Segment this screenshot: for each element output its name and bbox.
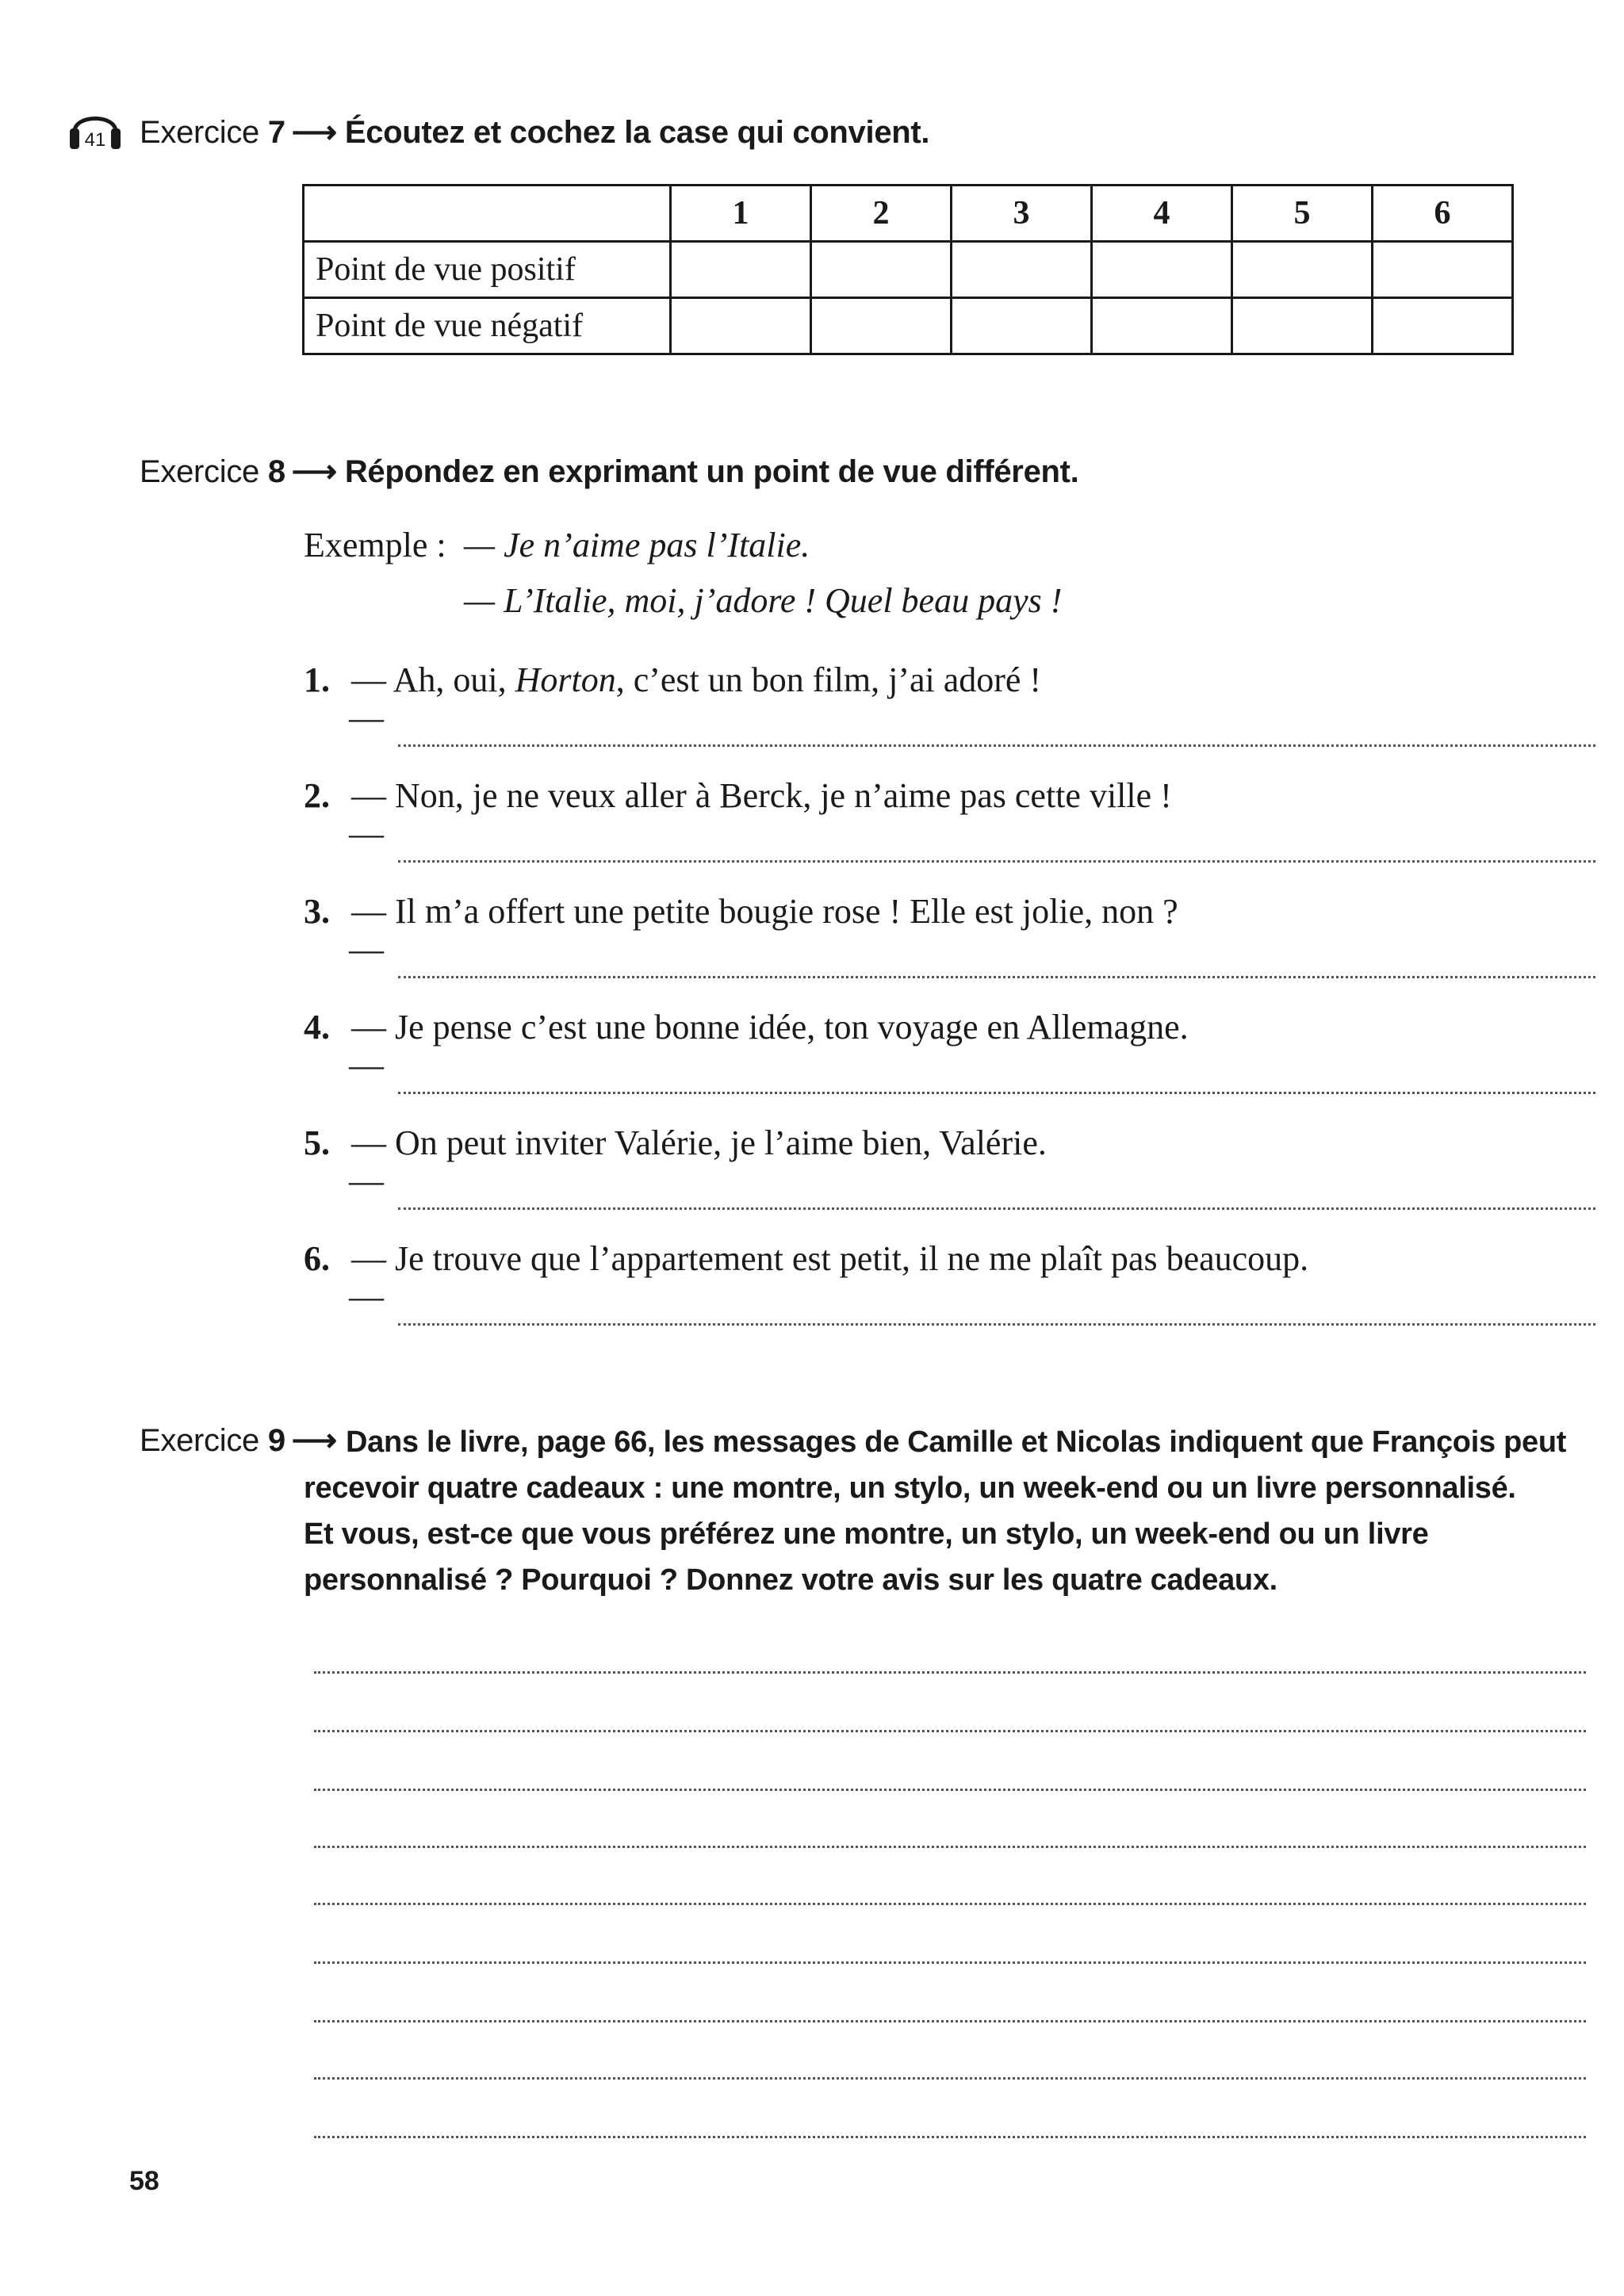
checkbox-cell[interactable] [671, 298, 811, 354]
checkbox-cell[interactable] [1373, 242, 1513, 298]
grid-column-header: 6 [1373, 186, 1513, 242]
item-text: — On peut inviter Valérie, je l’aime bien, Valérie. [351, 1123, 1047, 1162]
answer-dash: — [349, 930, 384, 969]
answer-field[interactable] [349, 698, 1595, 747]
item-text: — Ah, oui, [351, 660, 515, 699]
page-number: 58 [129, 2166, 159, 2196]
dotted-line [398, 1207, 1595, 1210]
writing-line[interactable] [314, 2019, 1586, 2022]
arrow-icon: ⟶ [291, 454, 337, 489]
answer-dash: — [349, 1161, 384, 1200]
answer-field[interactable] [349, 814, 1595, 863]
dotted-line [398, 744, 1595, 747]
answer-dash: — [349, 698, 384, 737]
answer-dash: — [349, 814, 384, 853]
item-text: — Il m’a offert une petite bougie rose ! Elle est jolie, non ? [351, 892, 1178, 931]
audio-track-number: 41 [84, 129, 106, 151]
grid-column-header: 3 [952, 186, 1092, 242]
exercise-number: 7 [267, 115, 285, 150]
checkbox-cell[interactable] [811, 242, 952, 298]
grid-corner-cell [304, 186, 671, 242]
exercise-number: 9 [267, 1423, 285, 1458]
question-item [304, 891, 1178, 932]
exercise-8-heading [140, 453, 1079, 490]
writing-line[interactable] [314, 1787, 1586, 1791]
dotted-line [398, 976, 1595, 978]
audio-track-icon [68, 105, 122, 154]
grid-row-positive [304, 242, 1513, 298]
item-text: , c’est un bon film, j’ai adoré ! [615, 660, 1042, 699]
grid-row-label: Point de vue positif [304, 242, 671, 298]
writing-line[interactable] [314, 2076, 1586, 2080]
answer-grid [302, 184, 1514, 355]
question-item [304, 1123, 1047, 1163]
exercise-instruction: Répondez en exprimant un point de vue différent. [344, 454, 1079, 489]
question-item [304, 1007, 1189, 1047]
question-item [304, 775, 1172, 816]
writing-line[interactable] [314, 1728, 1586, 1732]
answer-field[interactable] [349, 1161, 1595, 1210]
exercise-instruction-line: Et vous, est-ce que vous préférez une montre, un stylo, un week-end ou un livre [304, 1517, 1429, 1551]
checkbox-cell[interactable] [811, 298, 952, 354]
writing-line[interactable] [314, 1844, 1586, 1848]
item-text-italic: Horton [515, 660, 616, 699]
item-number: 6. [304, 1239, 330, 1278]
example-label: Exemple : [304, 526, 446, 564]
item-text: — Non, je ne veux aller à Berck, je n’aime pas cette ville ! [351, 776, 1172, 815]
checkbox-cell[interactable] [952, 242, 1092, 298]
checkbox-cell[interactable] [1092, 242, 1232, 298]
item-number: 3. [304, 892, 330, 931]
exercise-label: Exercice [140, 454, 259, 489]
writing-line[interactable] [314, 1901, 1586, 1905]
answer-dash: — [349, 1277, 384, 1316]
arrow-icon: ⟶ [291, 1423, 337, 1458]
checkbox-cell[interactable] [1232, 242, 1373, 298]
exercise-label: Exercice [140, 1423, 259, 1458]
arrow-icon: ⟶ [291, 115, 337, 150]
exercise-number: 8 [267, 454, 285, 489]
grid-column-header: 2 [811, 186, 952, 242]
checkbox-cell[interactable] [952, 298, 1092, 354]
item-number: 1. [304, 660, 330, 699]
checkbox-cell[interactable] [1232, 298, 1373, 354]
exercise-7-heading [140, 114, 929, 151]
checkbox-cell[interactable] [1373, 298, 1513, 354]
example-line: — Je n’aime pas l’Italie. [464, 526, 810, 564]
item-number: 5. [304, 1123, 330, 1162]
grid-column-header: 4 [1092, 186, 1232, 242]
writing-line[interactable] [314, 2134, 1586, 2138]
example-answer: — L’Italie, moi, j’adore ! Quel beau pays ! [464, 581, 1063, 620]
item-number: 4. [304, 1008, 330, 1047]
answer-field[interactable] [349, 1277, 1595, 1326]
exercise-label: Exercice [140, 115, 259, 150]
dotted-line [398, 860, 1595, 863]
exercise-instruction: Écoutez et cochez la case qui convient. [344, 115, 930, 150]
grid-row-negative [304, 298, 1513, 354]
grid-header-row [304, 186, 1513, 242]
item-number: 2. [304, 776, 330, 815]
item-text: — Je trouve que l’appartement est petit, il ne me plaît pas beaucoup. [351, 1239, 1309, 1278]
writing-line[interactable] [314, 1670, 1586, 1674]
grid-row-label: Point de vue négatif [304, 298, 671, 354]
item-text: — Je pense c’est une bonne idée, ton voyage en Allemagne. [351, 1008, 1189, 1047]
writing-line[interactable] [314, 1960, 1586, 1964]
question-item [304, 1238, 1308, 1279]
question-item [304, 660, 1041, 700]
answer-field[interactable] [349, 930, 1595, 978]
checkbox-cell[interactable] [671, 242, 811, 298]
exercise-instruction-line: personnalisé ? Pourquoi ? Donnez votre avis sur les quatre cadeaux. [304, 1563, 1277, 1597]
exercise-9-heading [140, 1422, 345, 1459]
grid-column-header: 5 [1232, 186, 1373, 242]
answer-field[interactable] [349, 1046, 1595, 1094]
dotted-line [398, 1092, 1595, 1094]
exercise-instruction-line: Dans le livre, page 66, les messages de Camille et Nicolas indiquent que François peut [346, 1425, 1567, 1459]
checkbox-cell[interactable] [1092, 298, 1232, 354]
dotted-line [398, 1323, 1595, 1326]
exercise-instruction-line: recevoir quatre cadeaux : une montre, un stylo, un week-end ou un livre personnalisé. [304, 1471, 1516, 1505]
grid-column-header: 1 [671, 186, 811, 242]
answer-dash: — [349, 1046, 384, 1085]
